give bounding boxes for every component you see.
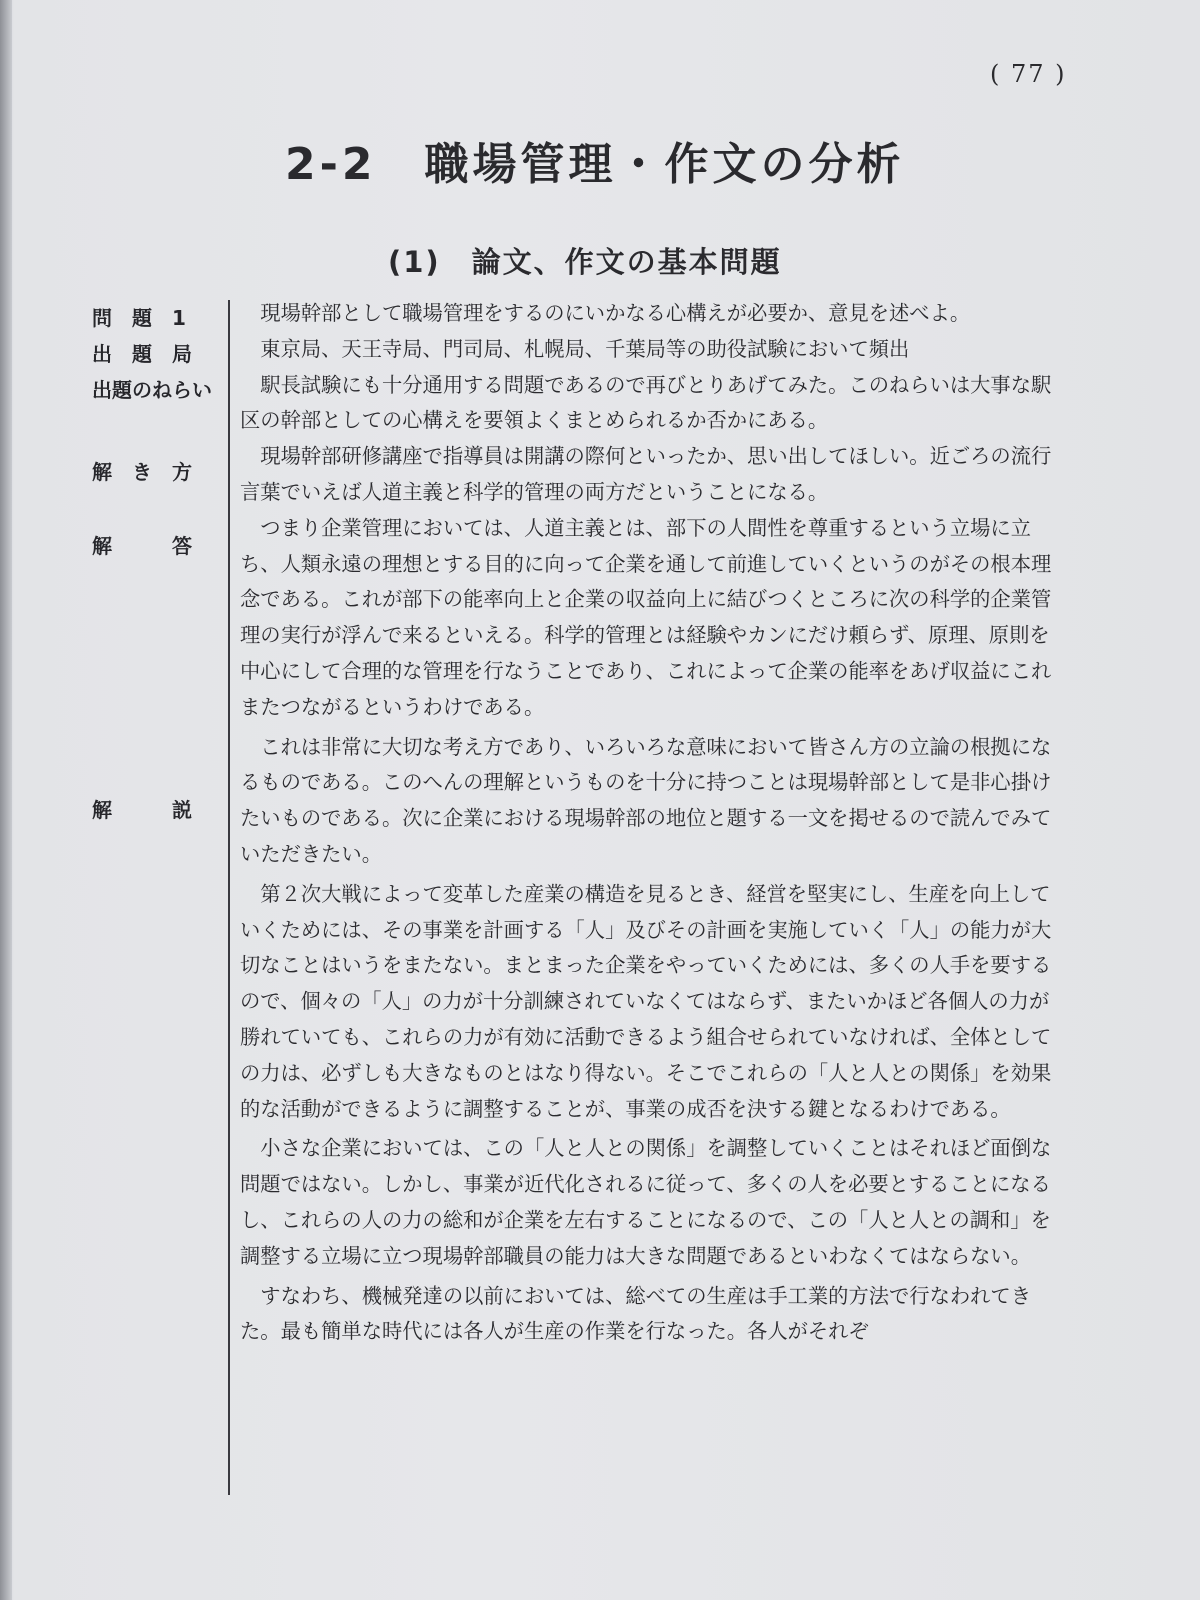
tokikata-text: 現場幹部研修講座で指導員は開講の際何といったか、思い出してほしい。近ごろの流行言葉でいえば人道主義と科学的管理の両方だということになる。: [240, 444, 1052, 504]
kaito-text: つまり企業管理においては、人道主義とは、部下の人間性を尊重するという立場に立ち、人類永遠の理想とする目的に向って企業を通して前進していくというのがその根本理念である。これが部下の能率向上と企業の収益向上に結びつくところに次の科学的企業管理の実行が浮んで来るといえる。科学的管理とは経験やカンにだけ頼らず、原理、原則を中心にして合理的な管理を行なうことであり、これによって企業の能率をあげ収益にこれまたつながるというわけである。: [240, 515, 1052, 719]
kaisetsu-paragraph: 第２次大戦によって変革した産業の構造を見るとき、経営を堅実にし、生産を向上していくためには、その事業を計画する「人」及びその計画を実施していく「人」の能力が大切なことはいうをまたない。まとまった企業をやっていくためには、多くの人手を要するので、個々の「人」の力が十分訓練されていなくてはならず、またいかほど各個人の力が勝れていても、これらの力が有効に活動できるよう組合せられていなければ、全体としての力は、必ずしも大きなものとはなり得ない。そこでこれらの「人と人との関係」を効果的な活動ができるように調整することが、事業の成否を決する鍵となるわけである。: [240, 881, 1052, 1121]
label-kaito: 解 答: [92, 534, 192, 558]
label-kaisetsu: 解 説: [92, 798, 192, 822]
mondai-text: 現場幹部として職場管理をするのにいかなる心構えが必要か、意見を述べよ。: [260, 301, 971, 325]
page-number: ( 77 ): [990, 60, 1067, 88]
body-text: [240, 296, 1058, 1350]
label-tokikata: 解 き 方: [92, 460, 192, 484]
section-title: (1) 論文、作文の基本問題: [388, 245, 782, 279]
book-spine: [0, 0, 12, 1600]
label-mondai: 問 題 1: [92, 306, 186, 330]
kaisetsu-paragraph: 小さな企業においては、この「人と人との関係」を調整していくことはそれほど面倒な問題ではない。しかし、事業が近代化されるに従って、多くの人を必要とすることになるし、これらの人の力の総和が企業を左右することになるので、この「人と人との調和」を調整する立場に立つ現場幹部職員の能力は大きな問題であるといわなくてはならない。: [240, 1136, 1052, 1268]
label-nerai: 出題のねらい: [92, 378, 212, 402]
shutsudaikyoku-text: 東京局、天王寺局、門司局、札幌局、千葉局等の助役試験において頻出: [260, 336, 910, 361]
chapter-title: 2-2 職場管理・作文の分析: [285, 139, 905, 190]
margin-rule: [228, 300, 230, 1495]
kaisetsu-paragraph: これは非常に大切な考え方であり、いろいろな意味において皆さん方の立論の根拠になるものである。このへんの理解というものを十分に持つことは現場幹部として是非心掛けたいものである。次に企業における現場幹部の地位と題する一文を掲せるので読んでみていただきたい。: [240, 734, 1052, 866]
kaisetsu-paragraph: すなわち、機械発達の以前においては、総べての生産は手工業的方法で行なわれてきた。最も簡単な時代には各人が生産の作業を行なった。各人がそれぞ: [240, 1283, 1031, 1344]
nerai-text: 駅長試験にも十分通用する問題であるので再びとりあげてみた。このねらいは大事な駅区の幹部としての心構えを要領よくまとめられるか否かにある。: [240, 372, 1052, 433]
label-shutsudaikyoku: 出 題 局: [92, 342, 192, 366]
